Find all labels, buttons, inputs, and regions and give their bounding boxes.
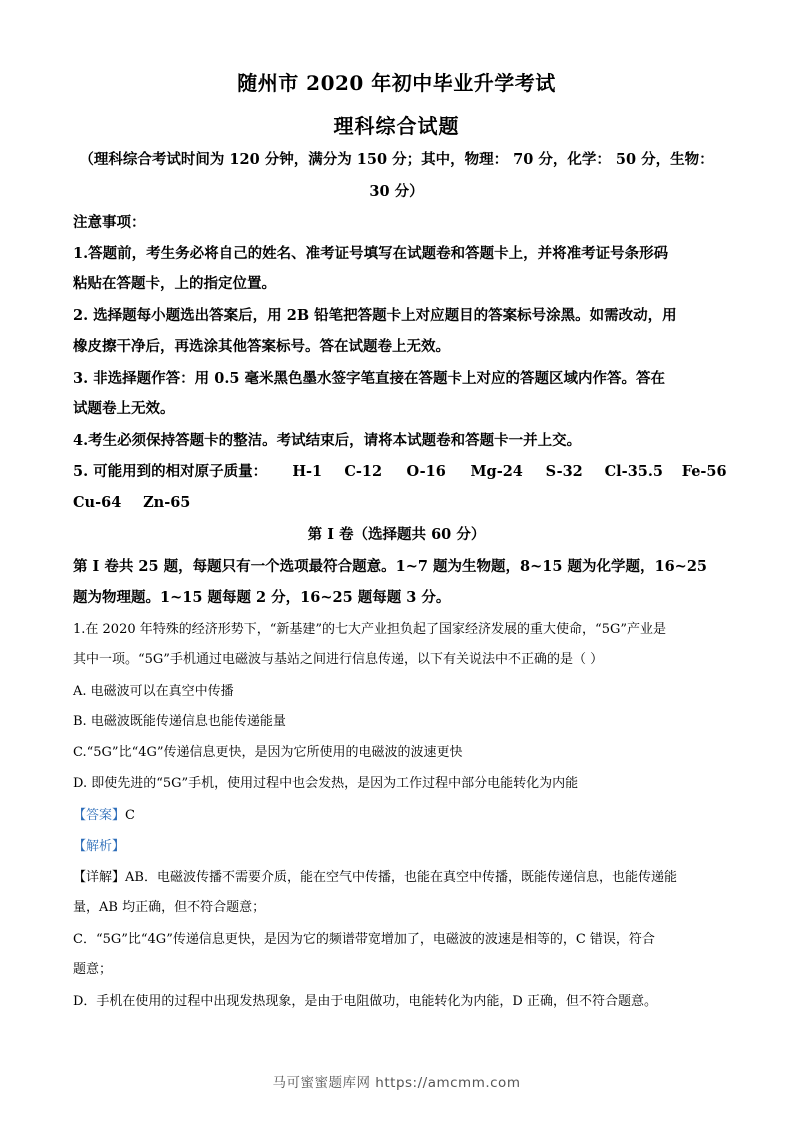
atom-mass: C-12 <box>344 463 383 480</box>
detail-line5: D．手机在使用的过程中出现发热现象，是由于电阻做功，电能转化为内能，D 正确，但不符合题意。 <box>73 994 657 1009</box>
question-stem-line2: 其中一项。“5G”手机通过电磁波与基站之间进行信息传递，以下有关说法中不正确的是（ ） <box>73 652 604 667</box>
note-2-line1: 2. 选择题每小题选出答案后，用 2B 铅笔把答题卡上对应题目的答案标号涂黑。如需改动，用 <box>73 307 677 324</box>
atom-mass: Zn-65 <box>143 494 191 511</box>
detail-line1 <box>73 868 677 888</box>
atom-mass: Fe-56 <box>681 463 727 480</box>
note-5-line2 <box>73 493 190 513</box>
atom-mass: Cu-64 <box>73 494 122 511</box>
analysis-tag: 【解析】 <box>73 839 126 854</box>
note-1-line1: 1.答题前，考生务必将自己的姓名、准考证号填写在试题卷和答题卡上，并将准考证号条形码 <box>73 245 669 262</box>
atom-mass: O-16 <box>406 463 446 480</box>
section-desc-line2: 题为物理题。1~15 题每题 2 分，16~25 题每题 3 分。 <box>73 589 451 606</box>
question-stem-line1: 1.在 2020 年特殊的经济形势下，“新基建”的七大产业担负起了国家经济发展的重大使命，“5G”产业是 <box>73 622 666 637</box>
footer-watermark: 马可蜜蜜题库网 https://amcmm.com <box>272 1075 521 1091</box>
atom-mass: H-1 <box>292 463 323 480</box>
note-4: 4.考生必须保持答题卡的整洁。考试结束后，请将本试题卷和答题卡一并上交。 <box>73 432 582 449</box>
detail-line4: 题意； <box>73 962 113 977</box>
detail-line3: C．“5G”比“4G”传递信息更快，是因为它的频谱带宽增加了，电磁波的波速是相等的，C 错误，符合 <box>73 932 655 947</box>
exam-info-line1: （理科综合考试时间为 120 分钟，满分为 150 分；其中，物理： 70 分，化学： 50 分，生物： <box>79 151 714 168</box>
option-a: A. 电磁波可以在真空中传播 <box>73 684 234 699</box>
detail-tag: 【详解】 <box>73 870 126 885</box>
detail-line2: 量，AB 均正确，但不符合题意； <box>73 900 266 915</box>
atom-mass: Cl-35.5 <box>604 463 664 480</box>
note-3-line1: 3. 非选择题作答：用 0.5 毫米黑色墨水签字笔直接在答题卡上对应的答题区域内作答。答在 <box>73 370 666 387</box>
note-2-line2: 橡皮擦干净后，再选涂其他答案标号。答在试题卷上无效。 <box>73 338 450 355</box>
answer-value: C <box>125 808 135 823</box>
exam-title: 随州市 2020 年初中毕业升学考试 <box>237 71 556 95</box>
section-heading: 第 I 卷（选择题共 60 分） <box>307 526 486 543</box>
note-3-line2: 试题卷上无效。 <box>73 400 175 417</box>
note-5-line1 <box>73 462 727 482</box>
atom-mass: Mg-24 <box>470 463 523 480</box>
answer-tag: 【答案】 <box>73 808 126 823</box>
note-1-line2: 粘贴在答题卡，上的指定位置。 <box>73 275 276 292</box>
option-c: C.“5G”比“4G”传递信息更快，是因为它所使用的电磁波的波速更快 <box>73 745 463 760</box>
atom-mass: S-32 <box>545 463 583 480</box>
option-b: B. 电磁波既能传递信息也能传递能量 <box>73 714 286 729</box>
section-desc-line1: 第 I 卷共 25 题，每题只有一个选项最符合题意。1~7 题为生物题，8~15 题为化学题，16~25 <box>73 558 707 575</box>
exam-subtitle: 理科综合试题 <box>333 114 460 138</box>
option-d: D. 即使先进的“5G”手机，使用过程中也会发热，是因为工作过程中部分电能转化为内能 <box>73 776 579 791</box>
note-5-label: 5. 可能用到的相对原子质量： <box>73 463 268 480</box>
notes-heading: 注意事项： <box>73 214 146 231</box>
answer-line <box>73 806 135 826</box>
exam-info-line2: 30 分） <box>369 183 424 200</box>
detail-text: AB．电磁波传播不需要介质，能在空气中传播，也能在真空中传播，既能传递信息，也能传递能 <box>125 870 677 885</box>
